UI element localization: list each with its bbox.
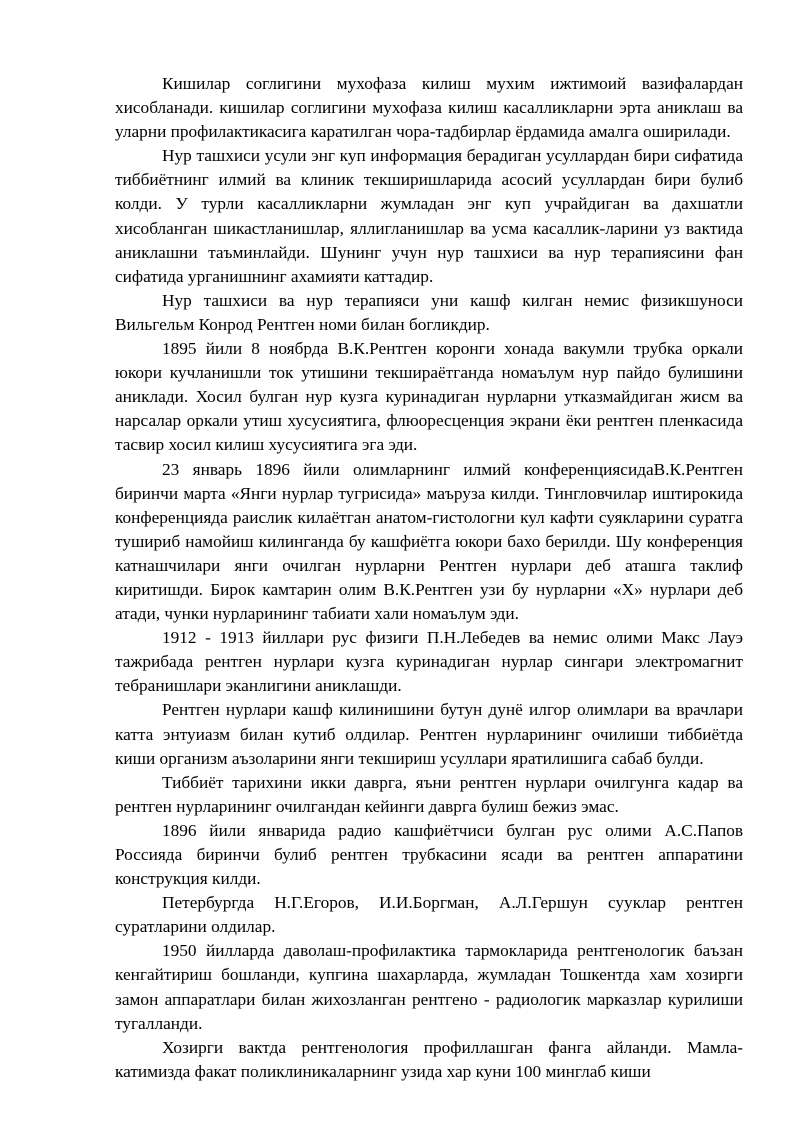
paragraph: Рентген нурлари кашф килинишини бутун дунё илгор олимлари ва врачлари катта энтуиазм билан кутиб олдилар. Рентген нурларининг очилиши тиббиётда киши организм аъзоларини янги текшириш усуллари яратилишига сабаб булди. [115,700,743,768]
paragraph: 1896 йили январида радио кашфиётчиси булган рус олими А.С.Папов Россияда биринчи булиб рентген трубкасини ясади ва рентген аппаратини конструкция килди. [115,820,743,889]
paragraph: Кишилар соглигини мухофаза килиш мухим ижтимоий вазифалардан хисобланади. кишилар соглигини мухофаза килиш касалликларни эрта аниклаш ва уларни профилактикасига каратилган чора-тадбирлар ёрдамида амалга оширилади. [115,74,743,142]
paragraph: 23 январь 1896 йили олимларнинг илмий конференциясидаВ.К.Рентген биринчи марта «Янги нурлар тугрисида» маъруза килди. Тингловчилар иштирокида конференцияда раислик килаётган анатом-гистологни кул кафти суякларини суратга тушириб намойиш килинганда бу кашфиётга юкори бахо берилди. Шу конференция катнашчилари янги очилган нурларни Рентген нурлари деб аташга таклиф киритишди. Бирок камтарин олим В.К.Рентген узи бу нурларни «Х» нурлари деб атади, чунки нурларининг табиати хали номаълум эди. [115,459,743,624]
paragraph: 1895 йили 8 ноябрда В.К.Рентген коронги хонада вакумли трубка оркали юкори кучланишли ток утишини текшираётганда номаълум нур пайдо булишини аниклади. Хосил булган нур кузга куринадиган нурларни утказмайдиган жисм ва нарсалар оркали утиш хусусиятига, флюоресценция экрани ёки рентген пленкасида тасвир хосил килиш хусусиятига эга эди. [115,339,743,455]
paragraph: Нур ташхиси ва нур терапияси уни кашф килган немис физикшуноси Вильгельм Конрод Рентген номи билан богликдир. [115,290,743,334]
paragraph: Петербургда Н.Г.Егоров, И.И.Боргман, А.Л.Гершун сууклар рентген суратларини олдилар. [115,893,743,937]
document-page [115,72,743,1084]
paragraph: 1912 - 1913 йиллари рус физиги П.Н.Лебедев ва немис олими Макс Лауэ тажрибада рентген нурлари кузга куринадиган нурлар сингари электромагнит тебранишлари эканлигини аниклашди. [115,628,743,696]
paragraph: Хозирги вактда рентгенология профиллашган фанга айланди. Мамла-катимизда факат поликлиникаларнинг узида хар куни 100 минглаб киши [115,1037,743,1081]
paragraph: 1950 йилларда даволаш-профилактика тармокларида рентгенологик баъзан кенгайтириш бошланди, купгина шахарларда, жумладан Тошкентда хам хозирги замон аппаратлари билан жихозланган рентгено - радиологик марказлар курилиши тугалланди. [115,941,743,1033]
paragraph: Нур ташхиси усули энг куп информация берадиган усуллардан бири сифатида тиббиётнинг илмий ва клиник текширишларида асосий усуллардан бири булиб колди. У турли касалликларни жумладан энг куп учрайдиган ва дахшатли хисобланган шикастланишлар, яллигланишлар ва усма касаллик-ларини уз вактида аниклашни таъминлайди. Шунинг учун нур ташхиси ва нур терапиясини фан сифатида урганишнинг ахамияти каттадир. [115,146,743,286]
paragraph: Тиббиёт тарихини икки даврга, яъни рентген нурлари очилгунга кадар ва рентген нурларининг очилгандан кейинги даврга булиш бежиз эмас. [115,772,743,816]
